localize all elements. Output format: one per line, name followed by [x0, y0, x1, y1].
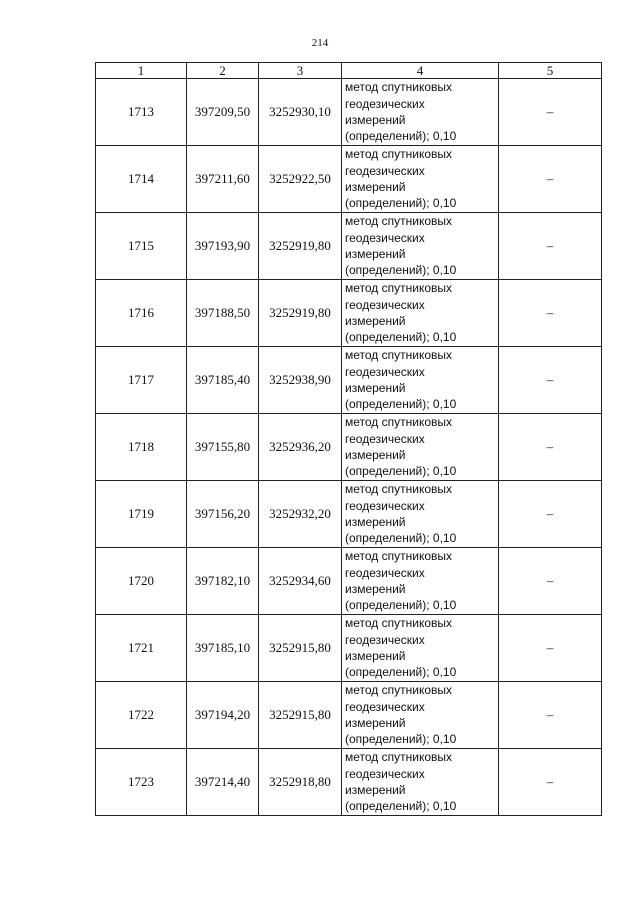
table-row	[96, 280, 602, 347]
method-text-line: (определений); 0,10	[345, 196, 457, 211]
method-text-line: (определений); 0,10	[345, 129, 457, 144]
table-row	[96, 414, 602, 481]
point-number-cell: 1723	[96, 749, 187, 816]
method-text-line: геодезических	[345, 766, 425, 781]
note-cell: –	[499, 481, 602, 548]
method-cell	[342, 749, 499, 816]
coord-y-cell: 3252932,20	[259, 481, 342, 548]
coord-y-cell: 3252936,20	[259, 414, 342, 481]
coord-y-cell: 3252922,50	[259, 146, 342, 213]
method-text-line: метод спутниковых	[345, 281, 453, 296]
table-row	[96, 615, 602, 682]
method-text-line: измерений	[345, 247, 406, 261]
method-text-line: (определений); 0,10	[345, 531, 457, 546]
coord-x-cell: 397156,20	[187, 481, 259, 548]
method-text-line: геодезических	[345, 230, 425, 245]
method-text-line: геодезических	[345, 431, 425, 446]
table-row	[96, 213, 602, 280]
header-col-4: 4	[342, 63, 499, 79]
method-cell	[342, 213, 499, 280]
coord-y-cell: 3252934,60	[259, 548, 342, 615]
method-text-line: измерений	[345, 113, 406, 127]
table-row	[96, 548, 602, 615]
method-text-line: измерений	[345, 649, 406, 663]
method-text-line: геодезических	[345, 297, 425, 312]
method-text-line: метод спутниковых	[345, 80, 453, 95]
note-cell: –	[499, 682, 602, 749]
point-number-cell: 1718	[96, 414, 187, 481]
method-text-line: (определений); 0,10	[345, 732, 457, 747]
note-cell: –	[499, 749, 602, 816]
note-cell: –	[499, 213, 602, 280]
method-text-line: геодезических	[345, 498, 425, 513]
coord-y-cell: 3252938,90	[259, 347, 342, 414]
method-cell	[342, 548, 499, 615]
method-text-line: (определений); 0,10	[345, 397, 457, 412]
coord-x-cell: 397214,40	[187, 749, 259, 816]
coord-x-cell: 397211,60	[187, 146, 259, 213]
coordinates-table	[95, 62, 602, 816]
method-text-line: геодезических	[345, 699, 425, 714]
header-col-1: 1	[96, 63, 187, 79]
table-row	[96, 79, 602, 146]
method-text-line: (определений); 0,10	[345, 598, 457, 613]
method-text-line: геодезических	[345, 632, 425, 647]
header-col-5: 5	[499, 63, 602, 79]
point-number-cell: 1719	[96, 481, 187, 548]
header-col-3: 3	[259, 63, 342, 79]
method-text-line: метод спутниковых	[345, 348, 453, 363]
note-cell: –	[499, 414, 602, 481]
method-cell	[342, 615, 499, 682]
method-text-line: измерений	[345, 582, 406, 596]
method-text-line: метод спутниковых	[345, 147, 453, 162]
table-body	[96, 79, 602, 816]
coord-x-cell: 397194,20	[187, 682, 259, 749]
header-col-2: 2	[187, 63, 259, 79]
method-text-line: геодезических	[345, 163, 425, 178]
point-number-cell: 1713	[96, 79, 187, 146]
coord-x-cell: 397182,10	[187, 548, 259, 615]
coord-y-cell: 3252918,80	[259, 749, 342, 816]
coord-x-cell: 397155,80	[187, 414, 259, 481]
table-row	[96, 481, 602, 548]
table-row	[96, 682, 602, 749]
point-number-cell: 1715	[96, 213, 187, 280]
method-cell	[342, 414, 499, 481]
coord-y-cell: 3252930,10	[259, 79, 342, 146]
method-text-line: (определений); 0,10	[345, 464, 457, 479]
method-cell	[342, 280, 499, 347]
method-text-line: метод спутниковых	[345, 616, 453, 631]
header-row	[96, 63, 602, 79]
note-cell: –	[499, 615, 602, 682]
note-cell: –	[499, 548, 602, 615]
coord-x-cell: 397185,10	[187, 615, 259, 682]
coord-y-cell: 3252915,80	[259, 615, 342, 682]
method-text-line: измерений	[345, 515, 406, 529]
method-text-line: измерений	[345, 448, 406, 462]
note-cell: –	[499, 79, 602, 146]
point-number-cell: 1714	[96, 146, 187, 213]
method-text-line: метод спутниковых	[345, 415, 453, 430]
coord-x-cell: 397209,50	[187, 79, 259, 146]
note-cell: –	[499, 146, 602, 213]
point-number-cell: 1720	[96, 548, 187, 615]
method-cell	[342, 481, 499, 548]
method-text-line: геодезических	[345, 364, 425, 379]
method-text-line: метод спутниковых	[345, 482, 453, 497]
coord-x-cell: 397188,50	[187, 280, 259, 347]
coord-x-cell: 397185,40	[187, 347, 259, 414]
method-text-line: геодезических	[345, 96, 425, 111]
page-number: 214	[311, 37, 329, 49]
point-number-cell: 1716	[96, 280, 187, 347]
method-text-line: геодезических	[345, 565, 425, 580]
method-text-line: метод спутниковых	[345, 683, 453, 698]
method-cell	[342, 682, 499, 749]
method-text-line: измерений	[345, 381, 406, 395]
note-cell: –	[499, 280, 602, 347]
coord-y-cell: 3252919,80	[259, 280, 342, 347]
table-row	[96, 749, 602, 816]
point-number-cell: 1721	[96, 615, 187, 682]
point-number-cell: 1722	[96, 682, 187, 749]
note-cell: –	[499, 347, 602, 414]
method-cell	[342, 146, 499, 213]
point-number-cell: 1717	[96, 347, 187, 414]
coord-x-cell: 397193,90	[187, 213, 259, 280]
method-text-line: (определений); 0,10	[345, 330, 457, 345]
method-text-line: метод спутниковых	[345, 750, 453, 765]
coord-y-cell: 3252919,80	[259, 213, 342, 280]
method-cell	[342, 347, 499, 414]
coord-y-cell: 3252915,80	[259, 682, 342, 749]
method-cell	[342, 79, 499, 146]
method-text-line: измерений	[345, 783, 406, 797]
table-row	[96, 347, 602, 414]
method-text-line: (определений); 0,10	[345, 799, 457, 814]
method-text-line: измерений	[345, 180, 406, 194]
method-text-line: (определений); 0,10	[345, 263, 457, 278]
table-row	[96, 146, 602, 213]
method-text-line: (определений); 0,10	[345, 665, 457, 680]
method-text-line: измерений	[345, 716, 406, 730]
method-text-line: метод спутниковых	[345, 214, 453, 229]
method-text-line: измерений	[345, 314, 406, 328]
method-text-line: метод спутниковых	[345, 549, 453, 564]
